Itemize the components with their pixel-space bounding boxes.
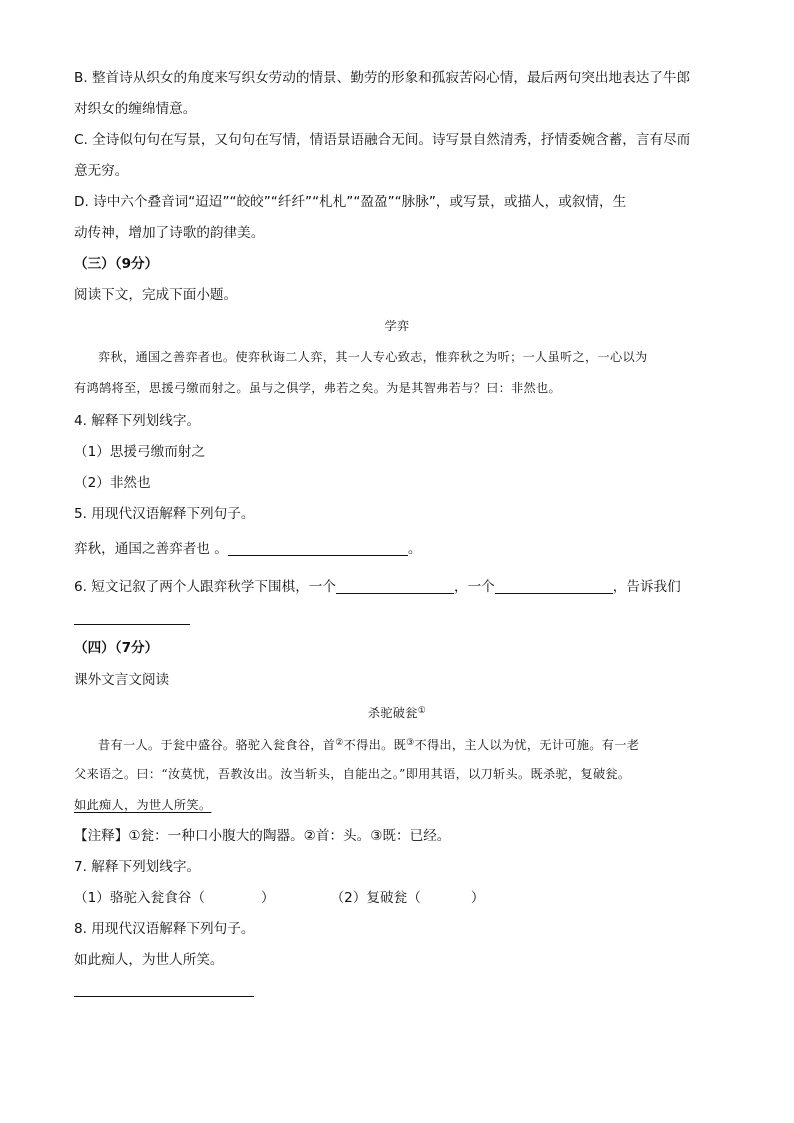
q7-item2: （2）复破瓮（ xyxy=(330,890,421,906)
q6-part3: ，告诉我们 xyxy=(612,579,681,595)
q7-prompt: 7. 解释下列划线字。 xyxy=(74,859,201,875)
q6-part1: 6. 短文记叙了两个人跟弈秋学下围棋，一个 xyxy=(74,579,336,595)
option-d-line2: 动传神，增加了诗歌的韵律美。 xyxy=(74,225,265,241)
option-b-line1: B. 整首诗从织女的角度来写织女劳动的情景、勤劳的形象和孤寂苦闷心情，最后两句突出地表达了牛郎 xyxy=(74,70,691,86)
section3-heading: （三）（9分） xyxy=(74,256,159,272)
passage-xueyi-line1: 弈秋，通国之善弈者也。使弈秋诲二人弈，其一人专心致志，惟弈秋之为听；一人虽听之，一心以为 xyxy=(98,350,648,364)
passage-shatuo-line3-underlined: 如此痴人，为世人所笑。 xyxy=(74,798,212,812)
footnote-marker-1: ① xyxy=(417,706,427,716)
option-c-line2: 意无穷。 xyxy=(74,163,129,179)
q6-line xyxy=(74,577,681,597)
passage-title-xueyi: 学弈 xyxy=(384,319,410,333)
option-c-line1: C. 全诗似句句在写景，又句句在写情，情语景语融合无间。诗写景自然清秀，抒情委婉含蓄，言有尽而 xyxy=(74,132,691,148)
q5-answer-blank[interactable] xyxy=(228,541,408,556)
q7-items: （1）骆驼入瓮食谷（ ） （2）复破瓮（ ） xyxy=(74,890,485,906)
q5-end: 。 xyxy=(407,541,422,557)
q5-line xyxy=(74,539,421,559)
section4-heading: （四）（7分） xyxy=(74,640,159,656)
q6-answer-blank3[interactable] xyxy=(74,624,190,625)
section3-instruction: 阅读下文，完成下面小题。 xyxy=(74,287,238,303)
footnote-marker-3: ③ xyxy=(406,738,415,748)
passage-shatuo-line1: 昔有一人。于瓮中盛谷。骆驼入瓮食谷，首②不得出。既③不得出，主人以为忧，无计可施。有一老 xyxy=(98,738,640,752)
passage-shatuo-line2: 父来语之。曰：“汝莫忧，吾教汝出。汝当斩头，自能出之。”即用其语，以刀斩头。既杀驼，复破瓮。 xyxy=(74,767,631,781)
q8-answer-blank[interactable] xyxy=(74,996,254,997)
passage-title-shatuo: 杀驼破瓮① xyxy=(367,706,427,720)
q4-item2: （2）非然也 xyxy=(74,475,151,491)
q7-item1: （1）骆驼入瓮食谷（ xyxy=(74,890,205,906)
q6-answer-blank2[interactable] xyxy=(495,579,613,594)
q5-sentence: 弈秋，通国之善弈者也 。 xyxy=(74,541,228,557)
q4-item1: （1）思援弓缴而射之 xyxy=(74,444,205,460)
q6-part2: ，一个 xyxy=(453,579,495,595)
q6-answer-blank1[interactable] xyxy=(336,579,454,594)
option-d-line1: D. 诗中六个叠音词“迢迢”“皎皎”“纤纤”“札札”“盈盈”“脉脉”，或写景，或描人，或叙情，生 xyxy=(74,194,627,210)
section4-instruction: 课外文言文阅读 xyxy=(74,672,170,688)
passage-xueyi-line2: 有鸿鹄将至，思援弓缴而射之。虽与之俱学，弗若之矣。为是其智弗若与？曰：非然也。 xyxy=(74,381,562,395)
annotation-notes: 【注释】①瓮：一种口小腹大的陶器。②首：头。③既：已经。 xyxy=(74,828,451,844)
footnote-marker-2: ② xyxy=(335,738,344,748)
q8-prompt: 8. 用现代汉语解释下列句子。 xyxy=(74,921,255,937)
q8-sentence: 如此痴人，为世人所笑。 xyxy=(74,952,224,968)
option-b-line2: 对织女的缠绵情意。 xyxy=(74,101,197,117)
q5-prompt: 5. 用现代汉语解释下列句子。 xyxy=(74,506,255,522)
q4-prompt: 4. 解释下列划线字。 xyxy=(74,413,201,429)
